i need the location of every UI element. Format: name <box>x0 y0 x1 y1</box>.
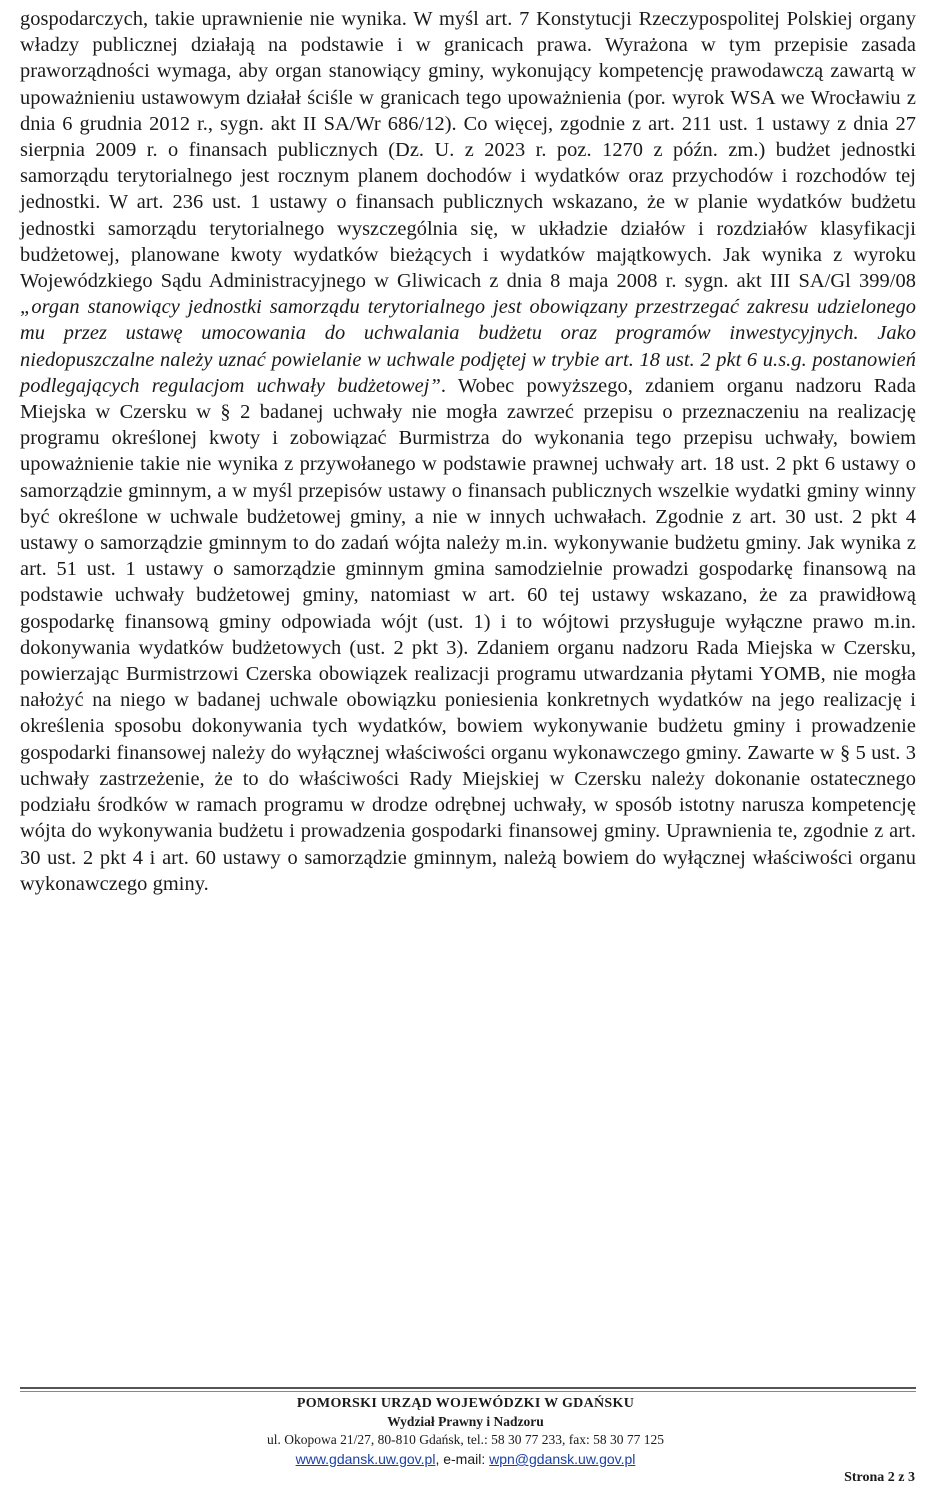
footer-divider <box>20 1387 916 1389</box>
email-link[interactable]: wpn@gdansk.uw.gov.pl <box>489 1451 636 1467</box>
body-text-segment: gospodarczych, takie uprawnienie nie wynika. W myśl art. 7 Konstytucji Rzeczypospolitej Polskiej organy władzy publicznej działają na podstawie i w granicach prawa. Wyrażona w tym przepisie zasada praworządności wymaga, aby organ stanowiący gminy, wykonujący kompetencję prawodawczą zawartą w upoważnieniu ustawowym działał ściśle w granicach tego upoważnienia (por. wyrok WSA we Wrocławiu z dnia 6 grudnia 2012 r., sygn. akt II SA/Wr 686/12). Co więcej, zgodnie z art. 211 ust. 1 ustawy z dnia 27 sierpnia 2009 r. o finansach publicznych (Dz. U. z 2023 r. poz. 1270 z późn. zm.) budżet jednostki samorządu terytorialnego jest rocznym planem dochodów i wydatków oraz przychodów i rozchodów tej jednostki. W art. 236 ust. 1 ustawy o finansach publicznych wskazano, że w planie wydatków budżetu jednostki samorządu terytorialnego wyszczególnia się, w układzie działów i rozdziałów klasyfikacji budżetowej, planowane kwoty wydatków bieżących i wydatków majątkowych. Jak wynika z wyroku Wojewódzkiego Sądu Administracyjnego w Gliwicach z dnia 8 maja 2008 r. sygn. akt III SA/Gl 399/08 <box>20 8 916 293</box>
footer <box>0 1395 931 1469</box>
court-quote: „organ stanowiący jednostki samorządu terytorialnego jest obowiązany przestrzegać zakresu udzielonego mu przez ustawę umocowania do uchwalania budżetu oraz programów inwestycyjnych. Jako niedopuszczalne należy uznać powielanie w uchwale podjętej w trybie art. 18 ust. 2 pkt 6 u.s.g. postanowień podlegających regulacjom uchwały budżetowej” <box>20 296 916 397</box>
footer-organization: POMORSKI URZĄD WOJEWÓDZKI W GDAŃSKU <box>296 1396 635 1411</box>
page-number: Strona 2 z 3 <box>844 1470 915 1485</box>
footer-department: Wydział Prawny i Nadzoru <box>387 1414 544 1429</box>
footer-contact <box>0 1449 931 1469</box>
body-text-segment: . Wobec powyższego, zdaniem organu nadzoru Rada Miejska w Czersku w § 2 badanej uchwały nie mogła zawrzeć przepisu o przeznaczeniu na realizację programu określonej kwoty i zobowiązać Burmistrza do wykonania tego przepisu uchwały, bowiem upoważnienie takie nie wynika z przywołanego w podstawie prawnej uchwały art. 18 ust. 2 pkt 6 ustawy o samorządzie gminnym, a w myśl przepisów ustawy o finansach publicznych wszelkie wydatki gminy winny być określone w uchwale budżetowej gminy, a nie w innych uchwałach. Zgodnie z art. 30 ust. 2 pkt 4 ustawy o samorządzie gminnym to do zadań wójta należy m.in. wykonywanie budżetu gminy. Jak wynika z art. 51 ust. 1 ustawy o samorządzie gminnym gmina samodzielnie prowadzi gospodarkę finansową na podstawie uchwały budżetowej gminy, natomiast w art. 60 tej ustawy wskazano, że za prawidłową gospodarkę finansową gminy odpowiada wójt (ust. 1) i to wójtowi przysługuje wyłączne prawo m.in. dokonywania wydatków budżetowych (ust. 2 pkt 3). Zdaniem organu nadzoru Rada Miejska w Czersku, powierzając Burmistrzowi Czerska obowiązek realizacji programu utwardzania płytami YOMB, nie mogła nałożyć na niego w badanej uchwale obowiązku poniesienia konkretnych wydatków na jego realizację i określenia sposobu dokonywania tych wydatków, bowiem wykonywanie budżetu gminy i prowadzenie gospodarki finansowej należy do wyłącznej właściwości organu wykonawczego gminy. Zawarte w § 5 ust. 3 uchwały zastrzeżenie, że to do właściwości Rady Miejskiej w Czersku należy dokonanie ostatecznego podziału środków w ramach programu w drodze odrębnej uchwały, w sposób istotny narusza kompetencję wójta do wykonywania budżetu i prowadzenia gospodarki finansowej gminy. Uprawnienia te, zgodnie z art. 30 ust. 2 pkt 4 i art. 60 ustawy o samorządzie gminnym, należą bowiem do wyłącznej właściwości organu wykonawczego gminy. <box>20 374 916 895</box>
footer-divider-thin <box>20 1391 916 1392</box>
email-label: , e-mail: <box>435 1451 490 1467</box>
footer-address: ul. Okopowa 21/27, 80-810 Gdańsk, tel.: 58 30 77 233, fax: 58 30 77 125 <box>266 1432 665 1447</box>
body-paragraph <box>20 6 916 897</box>
website-link[interactable]: www.gdansk.uw.gov.pl <box>295 1451 436 1467</box>
